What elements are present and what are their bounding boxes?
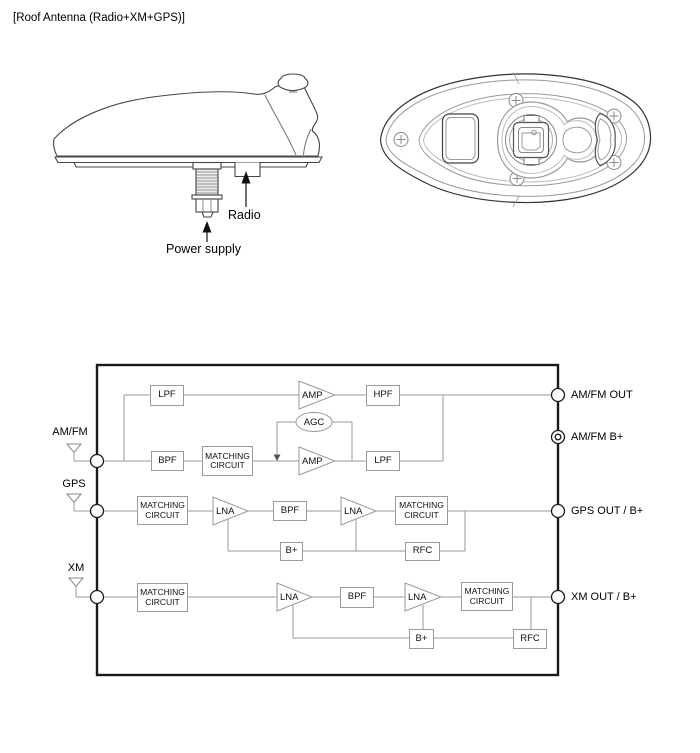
antenna-knob (278, 74, 308, 91)
input-label-gps: GPS (62, 478, 86, 490)
side-view-illustration (54, 74, 322, 242)
seam-mark-bottom (513, 196, 519, 207)
agc-label: AGC (303, 417, 325, 429)
radio-label: Radio (228, 208, 261, 222)
base-plate-lip (74, 163, 308, 168)
block-lpf-2: LPF (366, 451, 400, 471)
screw-left (394, 133, 408, 147)
block-bpf-2: BPF (273, 501, 307, 521)
matching-line2: CIRCUIT (210, 460, 245, 470)
matching-line1: MATCHING (140, 500, 185, 511)
lna2-label: LNA (344, 506, 363, 518)
power-supply-bolt (192, 163, 222, 218)
amp1-label: AMP (302, 390, 323, 402)
block-matching-circuit-5 (461, 582, 513, 611)
agc-arrow-head (274, 455, 281, 462)
xm-antenna-icon (69, 578, 83, 587)
radio-connector-notch (235, 163, 260, 177)
gps-antenna-icon (67, 494, 81, 503)
bolt-flange (193, 163, 221, 170)
block-hpf: HPF (366, 385, 400, 406)
lna3-label: LNA (280, 592, 299, 604)
block-bplus-2: B+ (409, 629, 434, 649)
amp2-label: AMP (302, 456, 323, 468)
bolt-thread-body (196, 169, 218, 195)
power-supply-label: Power supply (166, 242, 242, 256)
amfm-antenna-icon (67, 444, 81, 453)
antenna-fin-body (54, 85, 320, 157)
block-bpf-1: BPF (151, 451, 184, 471)
matching-line1: MATCHING (399, 500, 444, 511)
block-lpf-1: LPF (150, 385, 184, 406)
amfm-bplus-terminal-inner (555, 434, 561, 440)
lna1-label: LNA (216, 506, 235, 518)
matching-line1: MATCHING (140, 587, 185, 598)
matching-line1: MATCHING (205, 450, 250, 461)
page-title: [Roof Antenna (Radio+XM+GPS)] (13, 12, 185, 24)
input-label-amfm: AM/FM (52, 426, 88, 438)
gps-out-terminal (552, 505, 565, 518)
block-bpf-3: BPF (340, 587, 374, 608)
block-rfc-1: RFC (405, 542, 440, 561)
bolt-nut (196, 199, 218, 212)
matching-line2: CIRCUIT (145, 596, 180, 607)
matching-line2: CIRCUIT (145, 509, 180, 520)
matching-line2: CIRCUIT (469, 595, 505, 606)
bolt-washer (192, 195, 222, 199)
lna4-label: LNA (408, 592, 427, 604)
output-label-gps-out: GPS OUT / B+ (571, 504, 644, 517)
amfm-out-terminal (552, 389, 565, 402)
module-window-outer (443, 114, 479, 163)
matching-line2: CIRCUIT (404, 509, 439, 520)
block-matching-circuit-4 (137, 583, 188, 612)
block-bplus-1: B+ (280, 542, 303, 561)
block-matching-circuit-1 (202, 446, 253, 476)
output-label-amfm-bplus: AM/FM B+ (571, 430, 624, 443)
gps-input-junction (91, 505, 104, 518)
power-arrow-head (203, 221, 212, 233)
input-label-xm: XM (67, 562, 85, 574)
matching-line1: MATCHING (464, 586, 510, 597)
block-matching-circuit-3 (395, 496, 448, 525)
output-label-amfm-out: AM/FM OUT (571, 389, 633, 401)
xm-input-junction (91, 591, 104, 604)
block-matching-circuit-2 (137, 496, 188, 525)
base-plate (55, 157, 322, 163)
output-label-xm-out: XM OUT / B+ (571, 590, 637, 603)
boss-lobe-hollow (563, 127, 592, 152)
amfm-input-junction (91, 455, 104, 468)
xm-out-terminal (552, 591, 565, 604)
block-rfc-2: RFC (513, 629, 547, 649)
top-view-illustration (381, 73, 651, 208)
bolt-tip (202, 212, 213, 217)
